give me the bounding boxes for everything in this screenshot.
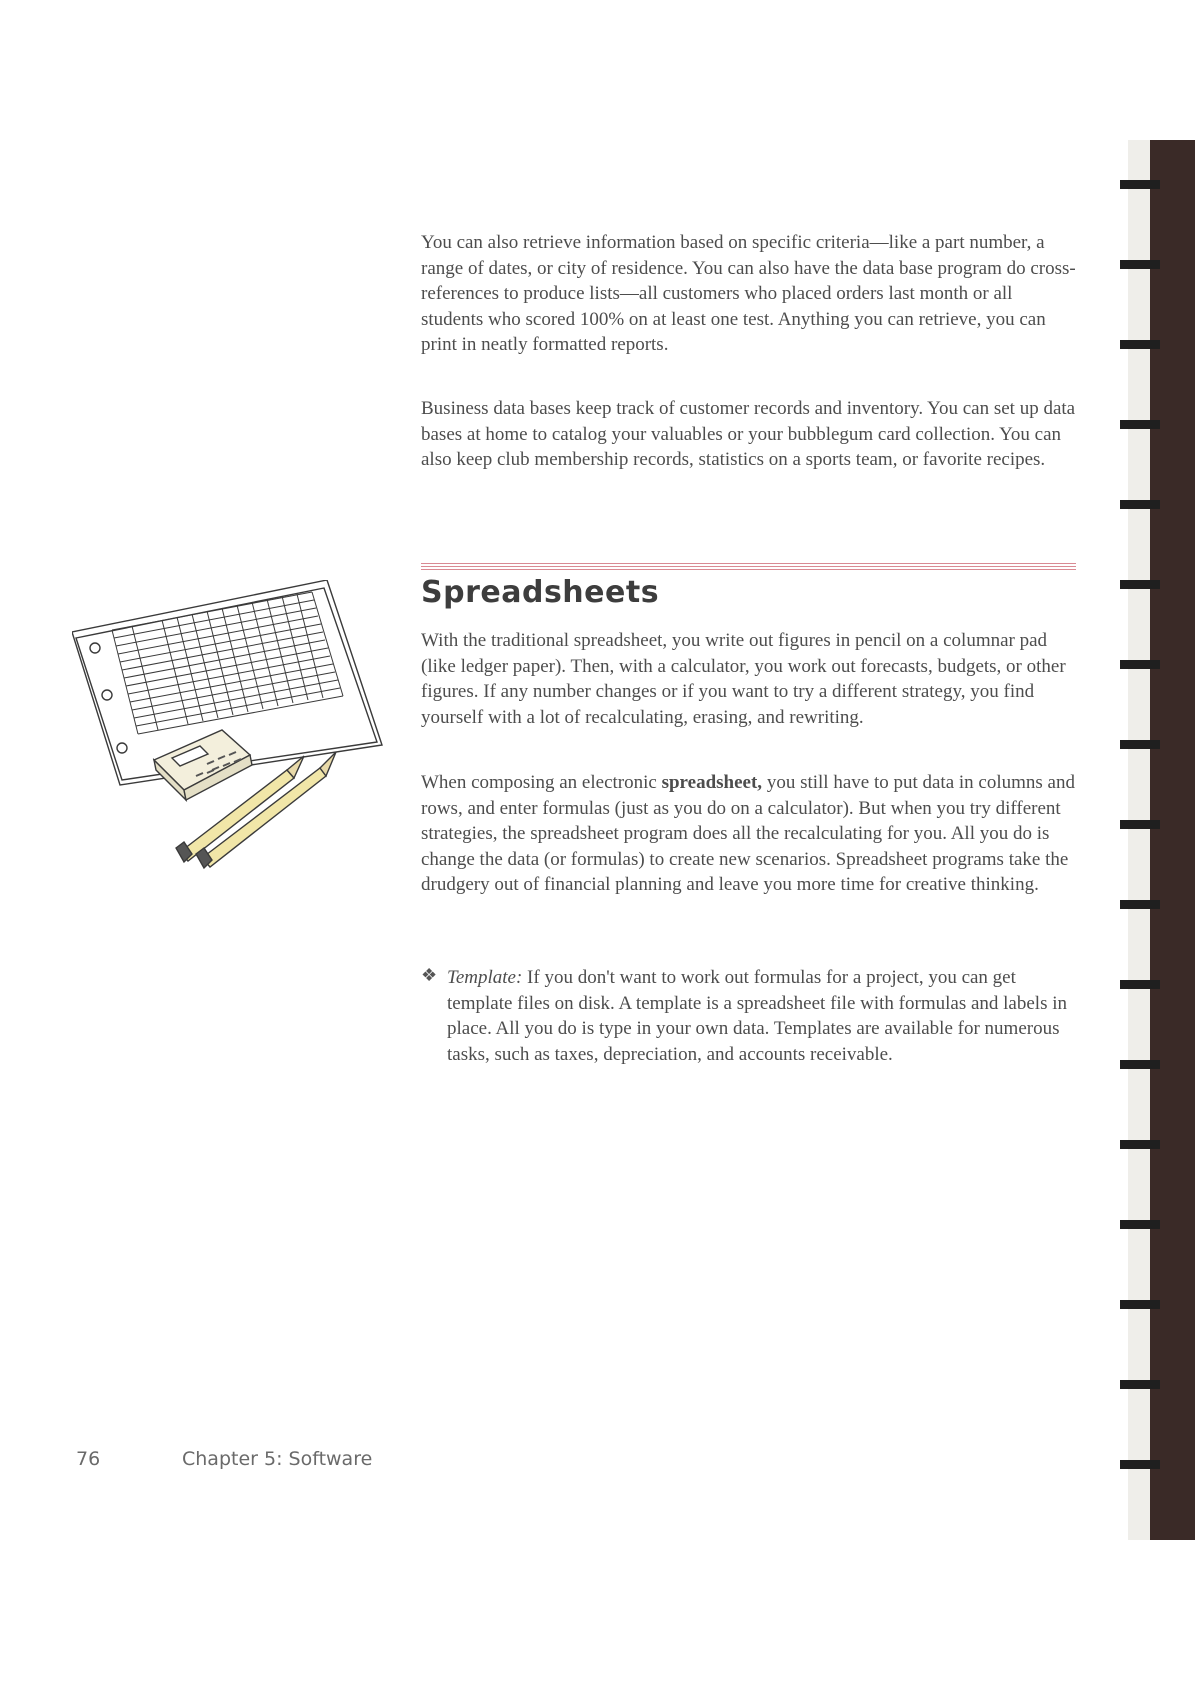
- chapter-label: Chapter 5: Software: [182, 1448, 373, 1470]
- bullet-text: If you don't want to work out formulas for a project, you can get template files on disk. A template is a spreadsheet file with formulas and labels in place. All you do is type in your own data. Templates are available for numerous tasks, such as taxes, depreciation, and accounts receivable.: [447, 967, 1067, 1065]
- paragraph-traditional-spreadsheet: With the traditional spreadsheet, you write out figures in pencil on a columnar pad (like ledger paper). Then, with a calculator, you work out forecasts, budgets, or other figures. If any number changes or if you want to try a different strategy, you find yourself with a lot of recalculating, erasing, and rewriting.: [421, 630, 1066, 728]
- spiral-binding-icon: [1120, 140, 1195, 1540]
- para4-after: you still have to put data in columns and rows, and enter formulas (just as you do on a calculator). But when you try different strategies, the spreadsheet program does all the recalculating for you. All you do is change the data (or formulas) to create new scenarios. Spreadsheet programs take the drudgery out of financial planning and leave you more time for creative thinking.: [421, 772, 1075, 895]
- spreadsheet-pad-calculator-pencils-icon: [72, 580, 392, 880]
- para4-before: When composing an electronic: [421, 772, 662, 793]
- term-template: Template:: [447, 967, 523, 988]
- paragraph-business-databases: Business data bases keep track of customer records and inventory. You can set up data bases at home to catalog your valuables or your bubblegum card collection. You can also keep club membership records, statistics on a sports team, or favorite recipes.: [421, 398, 1076, 470]
- page-number: 76: [76, 1448, 101, 1470]
- term-spreadsheet: spreadsheet,: [661, 772, 763, 793]
- template-bullet: [421, 965, 1076, 1067]
- diamond-bullet-icon: ❖: [421, 965, 438, 985]
- section-heading: Spreadsheets: [421, 575, 660, 610]
- paragraph-retrieve: You can also retrieve information based on specific criteria—like a part number, a range of dates, or city of residence. You can also have the data base program do cross-references to produce lists—all customers who placed orders last month or all students who scored 100% on at least one test. Anything you can retrieve, you can print in neatly formatted reports.: [421, 232, 1076, 355]
- section-rule: [421, 563, 1076, 573]
- paragraph-electronic-spreadsheet: [421, 770, 1076, 898]
